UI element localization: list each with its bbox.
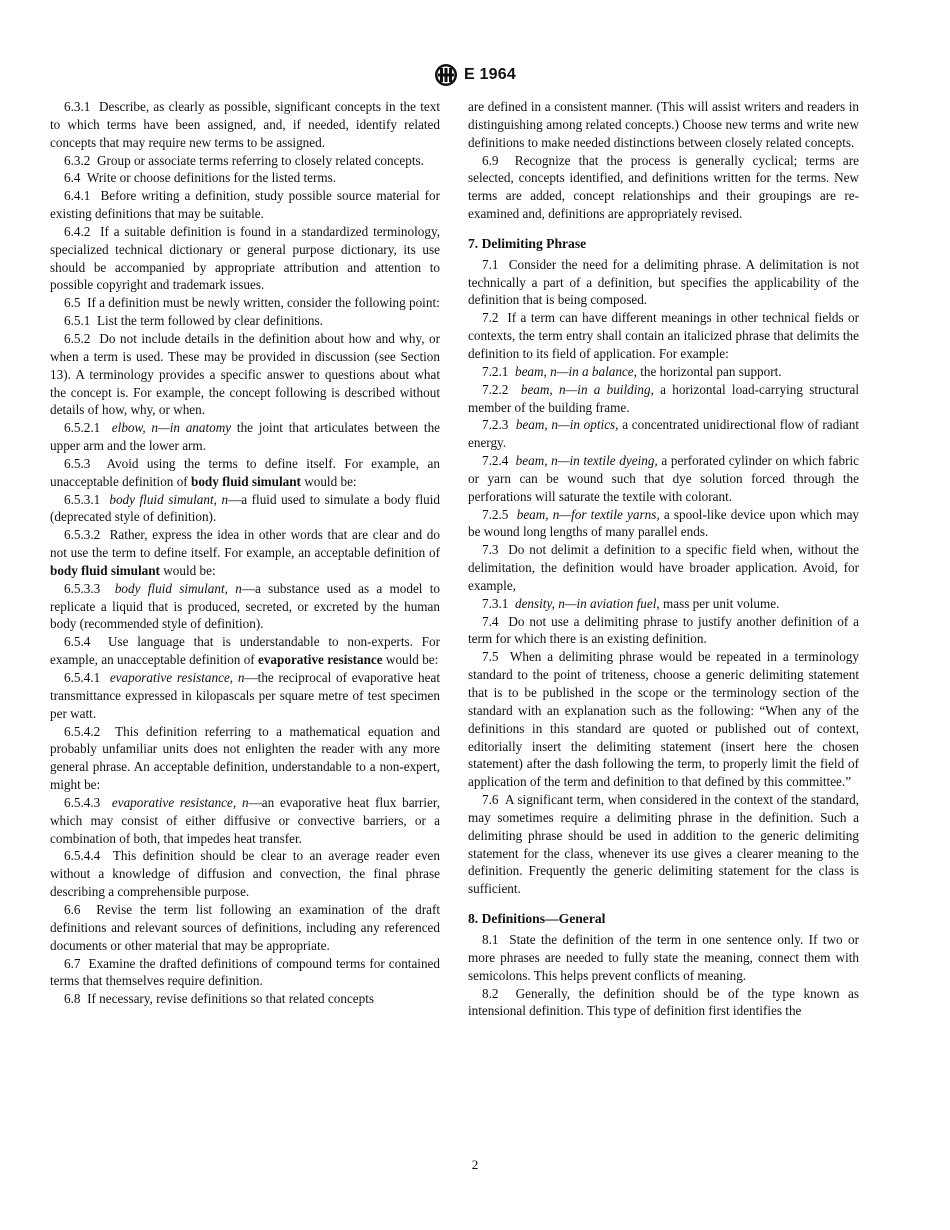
paragraph-tail: would be: xyxy=(385,652,439,668)
paragraph-text: a spool-like device upon which may be wound long lengths of many parallel ends. xyxy=(468,506,860,540)
paragraph-7-2 xyxy=(468,309,859,363)
right-column xyxy=(468,98,859,1020)
page-number: 2 xyxy=(471,1157,479,1172)
paragraph-number: 6.4 xyxy=(64,170,81,186)
paragraph-6-5-4-2 xyxy=(50,723,440,794)
paragraph-text: —the reciprocal of evaporative heat transmittance expressed in kilopascals per square metre of test specimen per watt. xyxy=(50,670,441,721)
paragraph-number: 6.5.2.1 xyxy=(64,420,101,436)
paragraph-text: a perforated cylinder on which fabric or yarn can be wound such that dye solution forced through the perforations will saturate the textile with colorant. xyxy=(468,453,860,504)
paragraph-number: 7.1 xyxy=(482,256,499,272)
paragraph-7-2-4 xyxy=(468,452,859,506)
paragraph-text: —a substance used as a model to replicate a liquid that is produced, secreted, or excreted by the human body (recommended style of definition). xyxy=(50,580,440,632)
paragraph-text: Write or choose definitions for the listed terms. xyxy=(86,170,337,186)
paragraph-number: 6.5.4.4 xyxy=(64,848,101,864)
paragraph-number: 8.1 xyxy=(482,931,499,947)
defined-term: beam, n—in a balance, xyxy=(514,363,637,379)
paragraph-tail: would be: xyxy=(163,562,216,578)
paragraph-text: Recognize that the process is generally cyclical; terms are selected, concepts identified, and definitions written for the terms. New terms are added, concept relationships and their groupings are re-examined and, definitions are appropriately revised. xyxy=(468,152,860,222)
paragraph-text: a horizontal load-carrying structural member of the building frame. xyxy=(468,381,859,415)
paragraph-6-5-4 xyxy=(50,633,440,669)
paragraph-number: 6.4.1 xyxy=(64,188,91,204)
paragraph-text: Revise the term list following an examination of the draft definitions and relevant sources of definitions, including any referenced documents or other material that may be appropriate. xyxy=(50,901,441,953)
paragraph-text: Examine the drafted definitions of compound terms for contained terms that themselves require definition. xyxy=(50,955,441,989)
paragraph-7-6 xyxy=(468,791,859,898)
paragraph-number: 6.5.4.2 xyxy=(64,723,101,739)
paragraph-6-5-4-4 xyxy=(50,847,440,901)
paragraph-number: 6.5.3.3 xyxy=(64,580,101,596)
defined-term: beam, n—for textile yarns, xyxy=(516,506,660,522)
paragraph-tail: would be: xyxy=(304,473,357,489)
astm-logo-icon xyxy=(434,63,458,87)
paragraph-6-5-3-1 xyxy=(50,491,440,527)
defined-term: body fluid simulant, n xyxy=(109,491,229,507)
section-7-heading: 7. Delimiting Phrase xyxy=(468,235,587,251)
left-column xyxy=(50,98,440,1008)
defined-term: evaporative resistance, n xyxy=(111,794,249,810)
paragraph-text: If necessary, revise definitions so that related concepts xyxy=(87,991,375,1007)
standard-designation: E 1964 xyxy=(464,66,516,83)
paragraph-number: 7.2.1 xyxy=(482,363,509,379)
paragraph-number: 6.3.1 xyxy=(64,99,91,114)
paragraph-number: 7.3 xyxy=(482,542,499,558)
paragraph-number: 6.5.4 xyxy=(64,634,91,650)
paragraph-number: 6.5.3 xyxy=(64,455,91,471)
paragraph-6-5-3 xyxy=(50,455,440,491)
paragraph-number: 6.5.3.1 xyxy=(64,491,101,507)
paragraph-7-1 xyxy=(468,256,859,310)
paragraph-6-9 xyxy=(468,152,859,223)
bold-term: evaporative resistance xyxy=(257,652,383,668)
paragraph-number: 7.3.1 xyxy=(482,595,509,611)
paragraph-6-4 xyxy=(50,169,440,187)
paragraph-7-2-3 xyxy=(468,416,859,452)
paragraph-6-5-4-3 xyxy=(50,794,440,848)
paragraph-number: 7.2 xyxy=(482,310,499,326)
defined-term: beam, n—in textile dyeing, xyxy=(515,453,658,469)
paragraph-number: 6.9 xyxy=(482,152,499,168)
paragraph-6-4-1 xyxy=(50,187,440,223)
paragraph-text: —a fluid used to simulate a body fluid (deprecated style of definition). xyxy=(50,491,441,525)
paragraph-text: —an evaporative heat flux barrier, which may consist of either diffusive or convective barriers, or a combination of both, that impedes heat transfer. xyxy=(50,794,441,846)
paragraph-text: This definition should be clear to an average reader even without a knowledge of diffusion and convection, the final phrase describing a comprehensible purpose. xyxy=(50,848,440,900)
paragraph-text: Do not use a delimiting phrase to justify another definition of a term for which there is an existing definition. xyxy=(468,613,859,647)
paragraph-7-2-2 xyxy=(468,381,859,417)
paragraph-6-4-2 xyxy=(50,223,440,294)
paragraph-6-5-3-3 xyxy=(50,580,440,634)
paragraph-6-8 xyxy=(50,990,440,1008)
paragraph-text: Generally, the definition should be of the type known as intensional definition. This type of definition first identifies the xyxy=(468,985,860,1019)
paragraph-number: 7.2.2 xyxy=(482,381,509,397)
paragraph-7-3 xyxy=(468,541,859,595)
paragraph-7-4 xyxy=(468,613,859,649)
paragraph-number: 6.5.2 xyxy=(64,330,91,346)
paragraph-6-3-2 xyxy=(50,152,440,170)
paragraph-number: 7.4 xyxy=(482,613,499,629)
bold-term: body fluid simulant xyxy=(50,562,160,578)
paragraph-number: 6.5.3.2 xyxy=(64,527,101,543)
paragraph-number: 6.7 xyxy=(64,955,81,971)
paragraph-text: Consider the need for a delimiting phrase. A delimitation is not technically a part of a definition, but specifies the applicability of the definition that is being composed. xyxy=(468,256,859,308)
paragraph-text: Do not delimit a definition to a specific field when, without the delimitation, the definition would have broader application. Avoid, for example, xyxy=(468,542,860,593)
section-8-body xyxy=(468,931,859,1020)
paragraph-6-7 xyxy=(50,955,440,991)
paragraph-number: 6.4.2 xyxy=(64,223,91,239)
paragraph-number: 6.6 xyxy=(64,901,81,917)
paragraph-7-3-1 xyxy=(468,595,859,613)
paragraph-text: the horizontal pan support. xyxy=(640,363,782,379)
defined-term: body fluid simulant, n xyxy=(114,580,242,596)
paragraph-text: Avoid using the terms to define itself. For example, an unacceptable definition of xyxy=(50,455,440,489)
paragraph-6-5-3-2 xyxy=(50,526,440,580)
paragraph-text: Do not include details in the definition about how and why, or when a term is used. These may be provided in discussion (see Section 13). A terminology provides a specific answer to questions about what the concept is. For example, the concept following is described without details of how, why, or when. xyxy=(50,330,440,418)
paragraph-6-5-2 xyxy=(50,330,440,419)
paragraph-number: 7.2.4 xyxy=(482,453,509,469)
paragraph-number: 6.5.4.1 xyxy=(64,670,101,685)
paragraph-6-5-1 xyxy=(50,312,440,330)
paragraph-number: 6.5.4.3 xyxy=(64,794,101,810)
paragraph-text: Describe, as clearly as possible, significant concepts in the text to which terms have been assigned, and, if needed, identify related concepts that may require new terms to be assigned. xyxy=(50,99,440,150)
paragraph-6-5 xyxy=(50,294,440,312)
paragraph-text: a concentrated unidirectional flow of radiant energy. xyxy=(468,417,859,451)
paragraph-number: 6.5 xyxy=(64,295,81,311)
paragraph-7-2-1 xyxy=(468,363,859,381)
paragraph-6-5-2-1 xyxy=(50,419,440,455)
defined-term: beam, n—in optics, xyxy=(515,417,619,433)
paragraph-text: State the definition of the term in one sentence only. If two or more phrases are needed to fully state the meaning, connect them with semicolons. This helps prevent conflicts of meaning. xyxy=(468,931,859,983)
paragraph-8-1 xyxy=(468,931,859,985)
paragraph-text: Group or associate terms referring to closely related concepts. xyxy=(96,152,424,168)
bold-term: body fluid simulant xyxy=(190,473,301,489)
defined-term: elbow, n—in anatomy xyxy=(111,420,232,436)
paragraph-text: This definition referring to a mathematical equation and probably unfamiliar units does not enlighten the reader with any more general phrase. An acceptable definition, understandable to a non-expert, might be: xyxy=(50,723,441,793)
paragraph-text: mass per unit volume. xyxy=(662,595,780,611)
defined-term: evaporative resistance, n xyxy=(109,670,245,685)
defined-term: beam, n—in a building, xyxy=(520,381,654,397)
paragraph-number: 8.2 xyxy=(482,985,499,1001)
paragraph-text: If a term can have different meanings in other technical fields or contexts, the term entry shall contain an italicized phrase that delimits the definition to its field of application. For example: xyxy=(468,310,859,361)
paragraph-text: List the term followed by clear definitions. xyxy=(96,313,323,329)
paragraph-6-5-4-1 xyxy=(50,669,440,723)
paragraph-text: Rather, express the idea in other words that are clear and do not use the term to define itself. For example, an acceptable definition of xyxy=(50,527,440,561)
page-header xyxy=(0,62,950,88)
paragraph-text: If a definition must be newly written, consider the following point: xyxy=(87,295,440,311)
paragraph-number: 6.5.1 xyxy=(64,313,91,329)
paragraph-text: If a suitable definition is found in a standardized terminology, specialized technical dictionary or general purpose dictionary, its use should be accompanied by appropriate attribution and attention to possible copyright and trademark issues. xyxy=(50,223,441,293)
paragraph-7-5 xyxy=(468,648,859,791)
defined-term: density, n—in aviation fuel, xyxy=(514,595,660,611)
section-7-body xyxy=(468,256,859,898)
paragraph-number: 6.8 xyxy=(64,991,81,1007)
paragraph-number: 7.6 xyxy=(482,792,499,808)
paragraph-text: Before writing a definition, study possible source material for existing definitions that may be suitable. xyxy=(50,188,441,222)
paragraph-text: A significant term, when considered in the context of the standard, may sometimes require a delimiting phrase in the definition. Such a delimiting phrase should be used in addition to the generic delimiting statement for the class, whenever its use gives a clearer meaning to the definition. Frequently the generic delimiting statement for the class is sufficient. xyxy=(468,792,859,897)
paragraph-7-2-5 xyxy=(468,506,859,542)
section-8-heading: 8. Definitions—General xyxy=(468,911,606,927)
paragraph-text: Use language that is understandable to non-experts. For example, an unacceptable definition of xyxy=(50,634,441,668)
paragraph-text: When a delimiting phrase would be repeated in a terminology standard to the point of triteness, choose a generic delimiting statement that is to be published in the scope or the terminology section of the standard with an explanation such as the following: “When any of the definitions in this standard are quoted or published out of context, editorially insert the delimiting statement (insert here the chosen statement) after the dash following the term, to properly limit the field of application of the term and definition to that defined by this committee.” xyxy=(468,649,859,790)
paragraph-number: 7.2.5 xyxy=(482,506,509,522)
paragraph-number: 7.5 xyxy=(482,649,499,665)
continuation-paragraph: are defined in a consistent manner. (This will assist writers and readers in distinguishing among related concepts.) Choose new terms and write new definitions to make needed distinctions between closely related concepts. xyxy=(468,99,859,150)
paragraph-number: 6.3.2 xyxy=(64,152,91,168)
paragraph-number: 7.2.3 xyxy=(482,417,509,433)
paragraph-8-2 xyxy=(468,985,859,1021)
paragraph-text: the joint that articulates between the upper arm and the lower arm. xyxy=(50,420,441,454)
paragraph-6-6 xyxy=(50,901,440,955)
paragraph-6-3-1 xyxy=(50,98,440,152)
